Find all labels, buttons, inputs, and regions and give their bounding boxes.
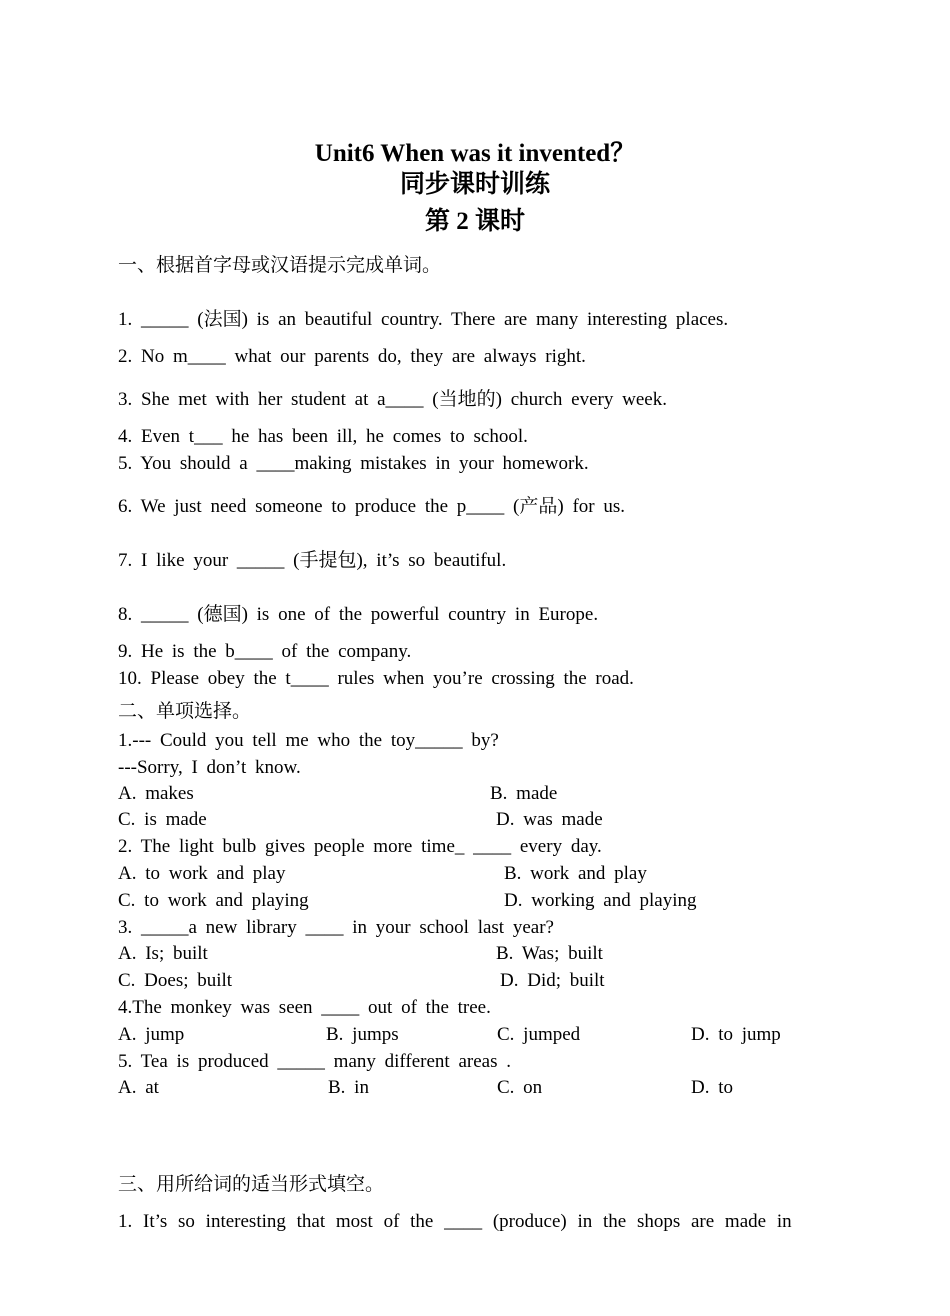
q1-stem: 1.--- Could you tell me who the toy_____ by? [118, 730, 499, 751]
q2-option-c: C. to work and playing [118, 890, 309, 911]
s1-item-1: 1. _____ (法国) is an beautiful country. There are many interesting places. [118, 309, 729, 330]
q5-option-a: A. at [118, 1077, 159, 1098]
q4-stem: 4.The monkey was seen ____ out of the tree. [118, 997, 491, 1018]
q5-option-d: D. to [691, 1077, 733, 1098]
q2-option-b: B. work and play [504, 863, 647, 884]
q4-option-a: A. jump [118, 1024, 185, 1045]
q2-option-a: A. to work and play [118, 863, 286, 884]
q1-option-c: C. is made [118, 809, 207, 830]
s1-item-3: 3. She met with her student at a____ (当地的) church every week. [118, 389, 667, 410]
q1-stem-reply: ---Sorry, I don’t know. [118, 757, 301, 778]
s1-item-7: 7. I like your _____ (手提包), it’s so beautiful. [118, 550, 507, 571]
q4-option-d: D. to jump [691, 1024, 781, 1045]
q1-option-b: B. made [490, 783, 558, 804]
s1-item-5: 5. You should a ____making mistakes in your homework. [118, 453, 589, 474]
q3-option-d: D. Did; built [500, 970, 605, 991]
q4-option-c: C. jumped [497, 1024, 581, 1045]
q1-option-d: D. was made [496, 809, 603, 830]
q5-option-c: C. on [497, 1077, 543, 1098]
page-subtitle: 同步课时训练 [399, 171, 550, 198]
q2-option-d: D. working and playing [504, 890, 697, 911]
q3-option-b: B. Was; built [496, 943, 603, 964]
section-2-heading: 二、单项选择。 [118, 701, 252, 722]
q3-option-c: C. Does; built [118, 970, 233, 991]
s1-item-8: 8. _____ (德国) is one of the powerful country in Europe. [118, 604, 599, 625]
s1-item-6: 6. We just need someone to produce the p____ (产品) for us. [118, 496, 625, 517]
s1-item-9: 9. He is the b____ of the company. [118, 641, 412, 662]
q3-option-a: A. Is; built [118, 943, 208, 964]
s1-item-4: 4. Even t___ he has been ill, he comes to school. [118, 426, 528, 447]
lesson-number: 第 2 课时 [424, 208, 525, 235]
q3-stem: 3. _____a new library ____ in your school last year? [118, 917, 554, 938]
section-3-heading: 三、用所给词的适当形式填空。 [118, 1174, 385, 1195]
q5-stem: 5. Tea is produced _____ many different areas . [118, 1051, 511, 1072]
s1-item-2: 2. No m____ what our parents do, they are always right. [118, 346, 586, 367]
q5-option-b: B. in [328, 1077, 369, 1098]
page-title: Unit6 When was it invented？ [314, 140, 636, 167]
s1-item-10: 10. Please obey the t____ rules when you’re crossing the road. [118, 668, 634, 689]
q2-stem: 2. The light bulb gives people more time_ ____ every day. [118, 836, 602, 857]
q1-option-a: A. makes [118, 783, 194, 804]
s3-item-1: 1. It’s so interesting that most of the ____ (produce) in the shops are made in [118, 1211, 792, 1232]
q4-option-b: B. jumps [326, 1024, 399, 1045]
section-1-heading: 一、根据首字母或汉语提示完成单词。 [118, 255, 442, 276]
